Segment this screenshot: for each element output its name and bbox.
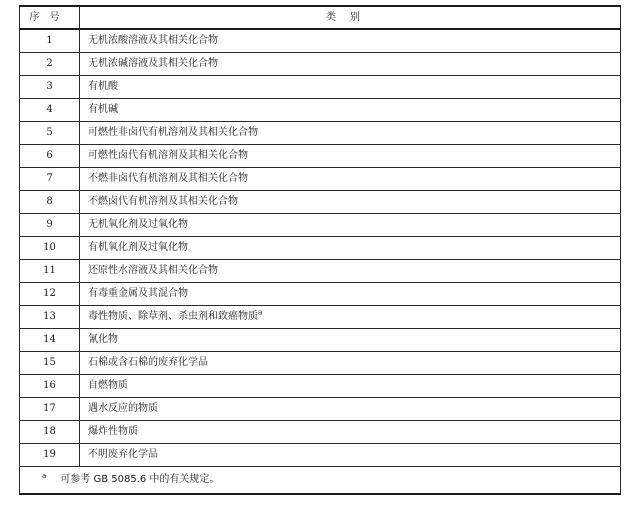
- table-row: [20, 53, 621, 76]
- row-category: [80, 398, 621, 421]
- header-category: 类别: [80, 6, 621, 29]
- table-row: [20, 237, 621, 260]
- row-category: [80, 168, 621, 191]
- row-serial-number: 11: [20, 260, 80, 283]
- row-serial-number: 10: [20, 237, 80, 260]
- row-serial-number: 2: [20, 53, 80, 76]
- row-category-label: 爆炸性物质: [88, 426, 138, 437]
- table-header: [20, 6, 621, 29]
- table-row: [20, 168, 621, 191]
- row-serial-number: 18: [20, 421, 80, 444]
- row-category-label: 可燃性非卤代有机溶剂及其相关化合物: [88, 127, 258, 138]
- table-row: [20, 29, 621, 53]
- row-category-label: 可燃性卤代有机溶剂及其相关化合物: [88, 150, 248, 161]
- table-body: [20, 29, 621, 467]
- row-category-label: 有机碱: [88, 104, 118, 115]
- row-category: [80, 191, 621, 214]
- row-category: [80, 352, 621, 375]
- row-category-label: 石棉或含石棉的废弃化学品: [88, 357, 208, 368]
- row-category: [80, 99, 621, 122]
- row-serial-number: 15: [20, 352, 80, 375]
- row-category-label: 有毒重金属及其混合物: [88, 288, 188, 299]
- table-row: [20, 260, 621, 283]
- footnote-reference: a: [258, 308, 263, 317]
- footnote-row: [20, 467, 621, 495]
- footnote: [20, 467, 621, 495]
- table-row: [20, 76, 621, 99]
- table-row: [20, 145, 621, 168]
- row-serial-number: 14: [20, 329, 80, 352]
- footnote-text: 可参考 GB 5085.6 中的有关规定。: [60, 474, 220, 485]
- row-serial-number: 8: [20, 191, 80, 214]
- table-row: [20, 283, 621, 306]
- row-category: [80, 329, 621, 352]
- row-category: [80, 306, 621, 329]
- row-serial-number: 16: [20, 375, 80, 398]
- row-serial-number: 13: [20, 306, 80, 329]
- row-category: [80, 260, 621, 283]
- row-category: [80, 122, 621, 145]
- header-row: [20, 6, 621, 29]
- row-serial-number: 17: [20, 398, 80, 421]
- table-row: [20, 306, 621, 329]
- row-category: [80, 29, 621, 53]
- table-row: [20, 191, 621, 214]
- row-category-label: 无机氧化剂及过氧化物: [88, 219, 188, 230]
- row-category: [80, 421, 621, 444]
- row-category: [80, 375, 621, 398]
- row-category-label: 无机浓酸溶液及其相关化合物: [88, 35, 218, 46]
- row-serial-number: 9: [20, 214, 80, 237]
- row-category: [80, 214, 621, 237]
- table-row: [20, 444, 621, 467]
- table-row: [20, 421, 621, 444]
- row-category-label: 遇水反应的物质: [88, 403, 158, 414]
- row-category: [80, 283, 621, 306]
- table-row: [20, 214, 621, 237]
- table-row: [20, 375, 621, 398]
- row-category-label: 无机浓碱溶液及其相关化合物: [88, 58, 218, 69]
- row-category: [80, 237, 621, 260]
- row-serial-number: 6: [20, 145, 80, 168]
- row-category-label: 氰化物: [88, 334, 118, 345]
- row-serial-number: 3: [20, 76, 80, 99]
- row-category: [80, 444, 621, 467]
- row-category-label: 不明废弃化学品: [88, 449, 158, 460]
- table-footer: [20, 467, 621, 495]
- row-category-label: 自燃物质: [88, 380, 128, 391]
- row-category-label: 不燃卤代有机溶剂及其相关化合物: [88, 196, 238, 207]
- row-serial-number: 4: [20, 99, 80, 122]
- table-row: [20, 398, 621, 421]
- row-serial-number: 12: [20, 283, 80, 306]
- header-serial-number: 序号: [20, 6, 80, 29]
- row-serial-number: 7: [20, 168, 80, 191]
- table-row: [20, 329, 621, 352]
- row-serial-number: 19: [20, 444, 80, 467]
- row-category-label: 不燃非卤代有机溶剂及其相关化合物: [88, 173, 248, 184]
- row-serial-number: 1: [20, 29, 80, 53]
- category-table: [19, 5, 621, 495]
- row-category-label: 毒性物质、除草剂、杀虫剂和致癌物质: [88, 311, 258, 322]
- row-serial-number: 5: [20, 122, 80, 145]
- table-row: [20, 122, 621, 145]
- row-category: [80, 145, 621, 168]
- row-category-label: 还原性水溶液及其相关化合物: [88, 265, 218, 276]
- row-category-label: 有机氧化剂及过氧化物: [88, 242, 188, 253]
- table-row: [20, 352, 621, 375]
- footnote-mark: a: [42, 471, 47, 480]
- row-category: [80, 76, 621, 99]
- table-row: [20, 99, 621, 122]
- row-category: [80, 53, 621, 76]
- row-category-label: 有机酸: [88, 81, 118, 92]
